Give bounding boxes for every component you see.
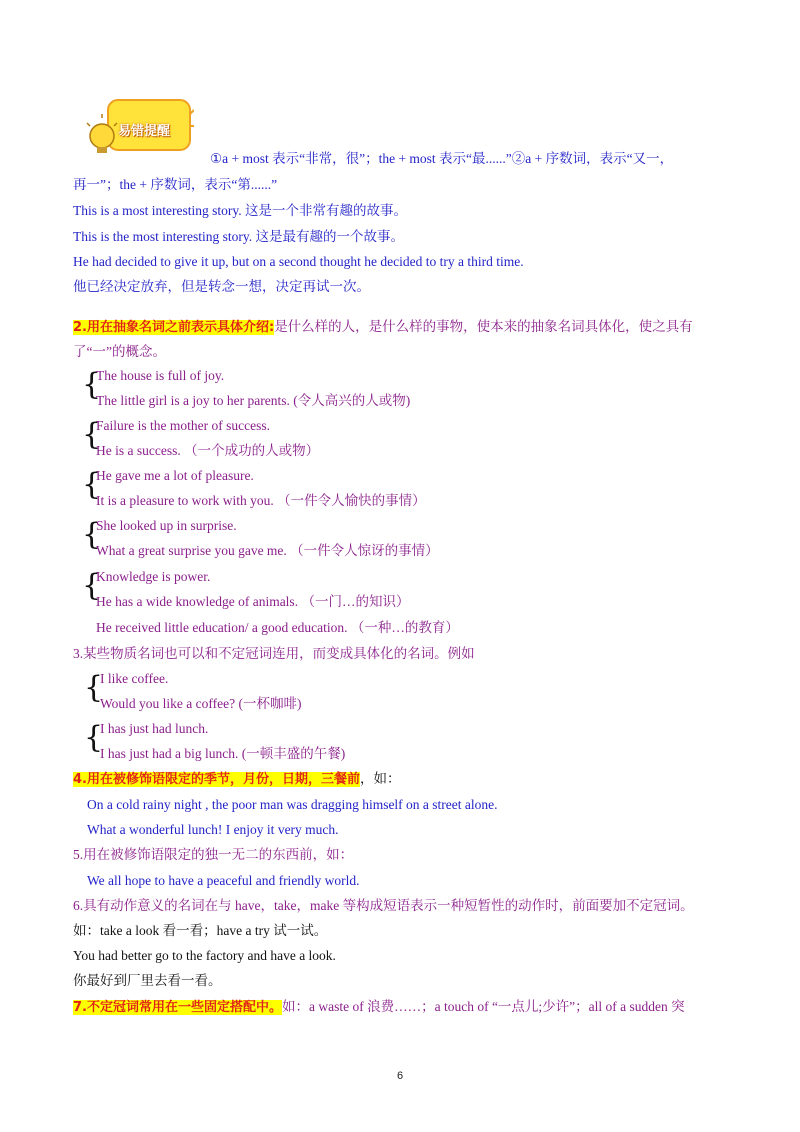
brace-icon: {: [82, 467, 102, 502]
rule-line-1: ①a + most 表示“非常，很”；the + most 表示“最......”②a + 序数词，表示“又一，: [210, 151, 674, 166]
section-6-heading: 6.具有动作意义的名词在与 have，take，make 等构成短语表示一种短暂性的动作时，前面要加不定冠词。: [73, 898, 694, 913]
pair-5-a: Knowledge is power.: [96, 569, 211, 584]
brace-icon: {: [82, 417, 102, 452]
section-4-example-1: On a cold rainy night , the poor man was dragging himself on a street alone.: [87, 797, 498, 812]
brace-icon: {: [84, 670, 104, 705]
section-4-suffix: ，如：: [359, 771, 401, 786]
brace-icon: {: [84, 720, 104, 755]
example-1: This is a most interesting story. 这是一个非常有趣的故事。: [73, 203, 407, 218]
pair-6-a: I like coffee.: [100, 671, 169, 686]
brace-icon: {: [82, 568, 102, 603]
pair-4-b: What a great surprise you gave me. （一件令人惊讶的事情）: [96, 543, 439, 558]
pair-2-b: He is a success. （一个成功的人或物）: [96, 443, 320, 458]
section-4-heading: [73, 770, 400, 789]
section-6-example-3: 你最好到厂里去看一看。: [73, 973, 222, 988]
section-2-title: 2.用在抽象名词之前表示具体介绍:: [73, 320, 275, 335]
section-7-heading: [73, 998, 685, 1017]
pair-3-b: It is a pleasure to work with you. （一件令人愉快的事情）: [96, 493, 426, 508]
tip-badge-label: 易错提醒: [118, 124, 171, 139]
brace-icon: {: [82, 367, 102, 402]
pair-7-b: I has just had a big lunch. (一顿丰盛的午餐): [100, 746, 346, 761]
section-7-title: 7.不定冠词常用在一些固定搭配中。: [73, 1000, 282, 1015]
section-4-title: 4.用在被修饰语限定的季节，月份，日期，三餐前: [73, 772, 360, 787]
section-7-desc: 如：a waste of 浪费……；a touch of “一点儿;少许”；all of a sudden 突: [281, 999, 685, 1014]
section-2-desc-cont: 了“一”的概念。: [73, 344, 166, 359]
section-3-heading: 3.某些物质名词也可以和不定冠词连用，而变成具体化的名词。例如: [73, 646, 475, 661]
pair-1-b: The little girl is a joy to her parents. (令人高兴的人或物): [96, 393, 411, 408]
section-5-heading: 5.用在被修饰语限定的独一无二的东西前，如：: [73, 847, 354, 862]
rule-line-2: 再一”；the + 序数词，表示“第......”: [73, 177, 278, 192]
pair-3-a: He gave me a lot of pleasure.: [96, 468, 254, 483]
pair-5-b: He has a wide knowledge of animals. （一门…的知识）: [96, 594, 410, 609]
example-3-translation: 他已经决定放弃，但是转念一想，决定再试一次。: [73, 279, 370, 294]
pair-2-a: Failure is the mother of success.: [96, 418, 270, 433]
pair-6-b: Would you like a coffee? (一杯咖啡): [100, 696, 302, 711]
section-2-desc: 是什么样的人，是什么样的事物，使本来的抽象名词具体化，使之具有: [274, 319, 693, 334]
brace-icon: {: [82, 517, 102, 552]
page-number: 6: [396, 1070, 404, 1082]
pair-1-a: The house is full of joy.: [96, 368, 225, 383]
example-2: This is the most interesting story. 这是最有趣的一个故事。: [73, 229, 404, 244]
section-6-example-1: 如：take a look 看一看；have a try 试一试。: [73, 923, 328, 938]
tip-badge: [86, 96, 194, 158]
pair-7-a: I has just had lunch.: [100, 721, 209, 736]
example-3: He had decided to give it up, but on a second thought he decided to try a third time.: [73, 254, 524, 269]
section-2-heading: [73, 318, 693, 337]
section-5-example: We all hope to have a peaceful and friendly world.: [87, 873, 360, 888]
pair-4-a: She looked up in surprise.: [96, 518, 237, 533]
section-6-example-2: You had better go to the factory and have a look.: [73, 948, 336, 963]
pair-5-c: He received little education/ a good education. （一种…的教育）: [96, 620, 459, 635]
section-4-example-2: What a wonderful lunch! I enjoy it very much.: [87, 822, 339, 837]
